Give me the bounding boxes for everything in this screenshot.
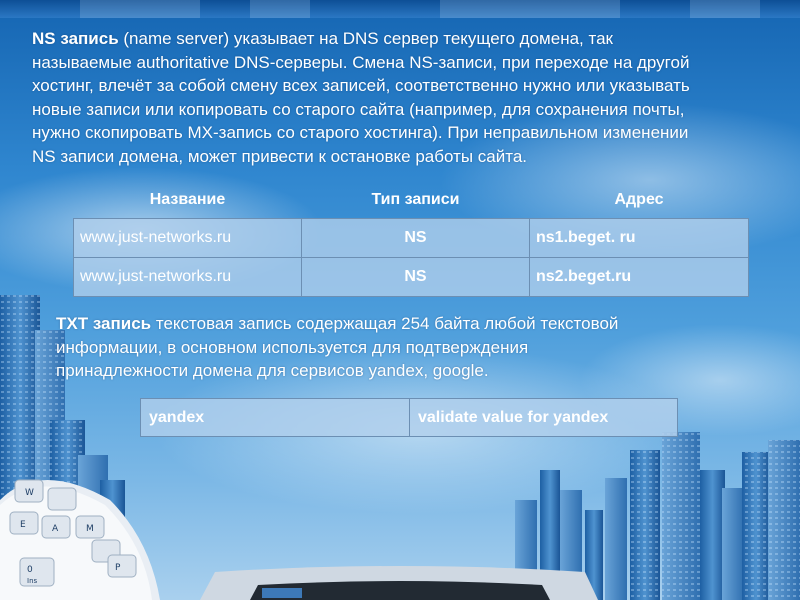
key-label: P xyxy=(115,563,121,573)
key-label: 0 xyxy=(27,565,33,575)
ns-text-line: нужно скопировать MX-запись со старого хостинга). При неправильном изменении xyxy=(32,123,689,142)
key-label: A xyxy=(52,524,59,534)
txt-records-table xyxy=(140,398,678,437)
laptop-illustration xyxy=(200,566,598,600)
keyboard-illustration xyxy=(0,480,160,600)
key-label: Ins xyxy=(27,577,38,585)
column-header-address: Адрес xyxy=(614,191,664,208)
txt-record-description xyxy=(56,312,736,383)
ns-text-line: новые записи или копировать со старого сайта (например, для сохранения почты, xyxy=(32,99,685,119)
column-header-type: Тип записи xyxy=(371,191,460,208)
ns-record-description xyxy=(32,27,800,168)
txt-text-line: информации, в основном используется для подтверждения xyxy=(56,337,529,357)
ns-text-line: хостинг, влечёт за собой смену всех записей, соответственно нужно или указывать xyxy=(32,76,690,95)
key-label: M xyxy=(86,524,94,534)
ns-records-table xyxy=(73,182,749,297)
cell-type: NS xyxy=(302,219,530,258)
ns-text-line: (name server) указывает на DNS сервер текущего домена, так xyxy=(118,29,613,48)
cell-address: ns2.beget.ru xyxy=(530,258,749,297)
txt-record-label: TXT запись xyxy=(56,314,152,333)
table-row xyxy=(74,219,749,258)
cell-domain: www.just-networks.ru xyxy=(74,258,302,297)
table-row xyxy=(74,258,749,297)
table-header-row xyxy=(74,182,749,219)
cell-domain: www.just-networks.ru xyxy=(74,219,302,258)
cell-type: NS xyxy=(302,258,530,297)
key-label: E xyxy=(20,520,26,530)
column-header-name: Название xyxy=(149,191,226,208)
txt-text-line: текстовая запись содержащая 254 байта любой текстовой xyxy=(151,314,619,333)
ns-record-label: NS запись xyxy=(32,29,119,48)
txt-text-line: принадлежности домена для сервисов yandex, google. xyxy=(56,361,489,380)
table-row xyxy=(141,399,678,437)
ns-text-line: называемые authoritative DNS-серверы. Смена NS-записи, при переходе на другой xyxy=(32,52,690,72)
cell-value: validate value for yandex xyxy=(410,399,678,437)
ns-text-line: NS записи домена, может привести к остановке работы сайта. xyxy=(32,146,528,166)
cell-address: ns1.beget. ru xyxy=(530,219,749,258)
key-label: W xyxy=(25,488,34,498)
cell-service: yandex xyxy=(141,399,410,437)
